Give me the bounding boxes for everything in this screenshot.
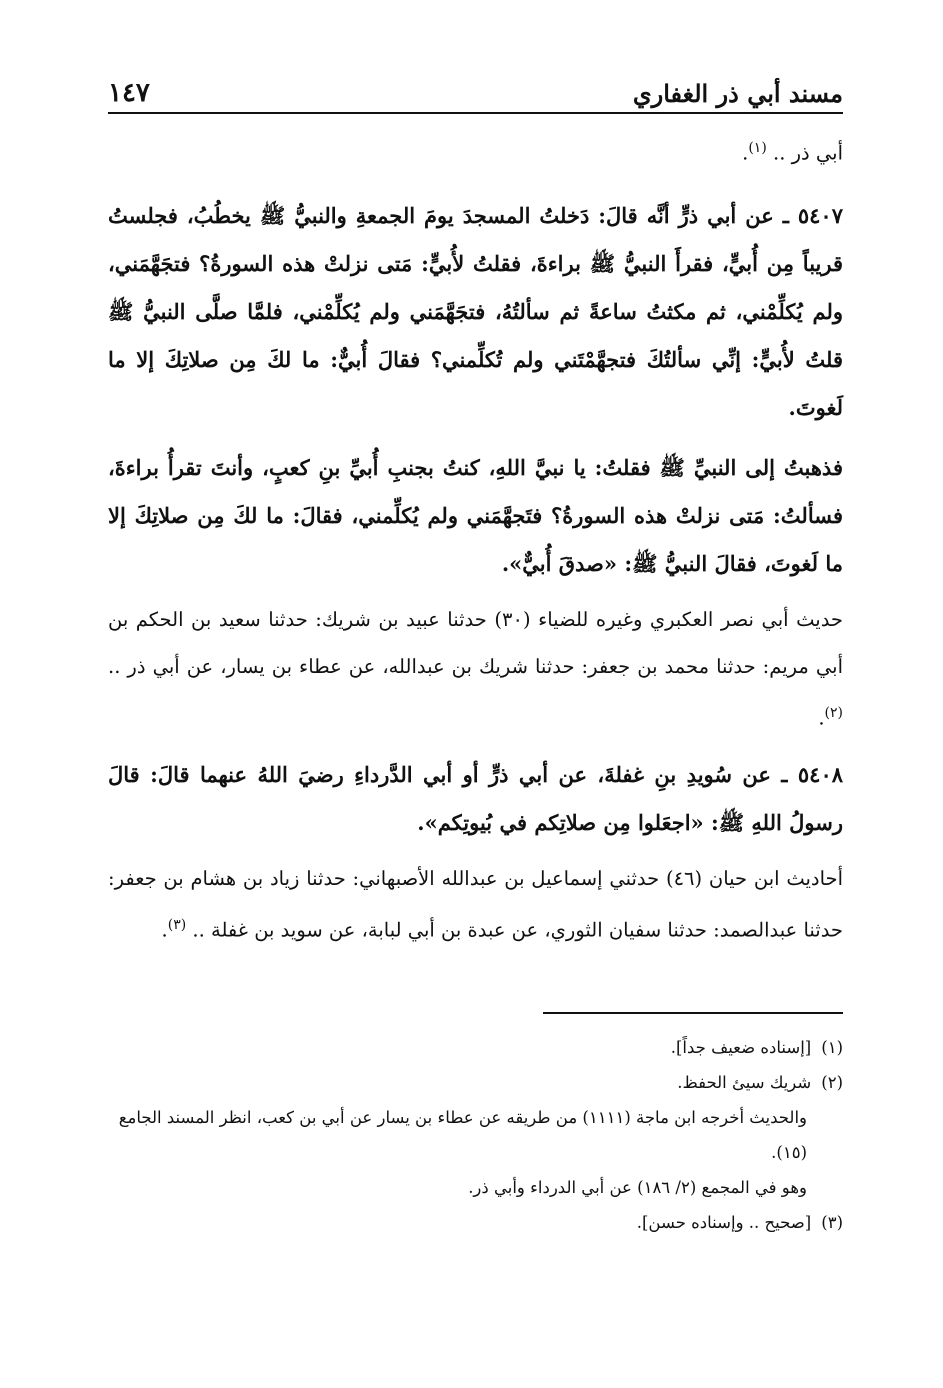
page-number: ١٤٧ <box>108 78 150 108</box>
hadith-number: ٥٤٠٨ <box>797 762 844 787</box>
footnote-ref: (١) <box>748 140 767 156</box>
footnote-3 <box>108 1205 843 1240</box>
hadith-5408-narration: أحاديث ابن حيان (٤٦) حدثني إسماعيل بن عبدالله الأصبهاني: حدثنا زياد بن هشام بن جعفر: حدثنا عبدالصمد: حدثنا سفيان الثوري، عن عبدة بن أبي لبابة، عن سويد بن غفلة .. $^{(٣)}$. <box>108 867 843 942</box>
hadith-5407-continuation: فذهبتُ إلى النبيِّ ﷺ فقلتُ: يا نبيَّ اللهِ، كنتُ بجنبِ أُبيِّ بنِ كعبٍ، وأنتَ تقرأُ براءةَ، فسألتُ: مَتى نزلتْ هذه السورةُ؟ فتَجهَّمَني ولم يُكلِّمني، فقالَ: ما لكَ مِن صلاتِكَ إلا ما لَغوتَ، فقالَ النبيُّ ﷺ: «صدقَ أُبيٌّ». <box>108 454 843 576</box>
footnote-number: (٣) <box>821 1213 843 1232</box>
hadith-5407 <box>108 192 843 432</box>
hadith-5407-narration: حديث أبي نصر العكبري وغيره للضياء (٣٠) حدثنا عبيد بن شريك: حدثنا سعيد بن الحكم بن أبي مريم: حدثنا محمد بن جعفر: حدثنا شريك بن عبدالله، عن عطاء بن يسار، عن أبي ذر .. $^{(٢)}$. <box>108 607 843 729</box>
footnote-text: شريك سيئ الحفظ. <box>677 1073 812 1092</box>
running-title: مسند أبي ذر الغفاري <box>632 79 843 108</box>
footnote-number: (٢) <box>821 1073 843 1092</box>
hadith-text: ـ عن سُويدِ بنِ غفلةَ، عن أبي ذرٍّ أو أبي الدَّرداءِ رضيَ اللهُ عنهما قالَ: قالَ رسولُ اللهِ ﷺ: «اجعَلوا مِن صلاتِكم في بُيوتِكم». <box>108 762 843 835</box>
footnote-separator <box>543 1012 843 1014</box>
footnote-2 <box>108 1065 843 1100</box>
hadith-text: ـ عن أبي ذرٍّ أنَّه قالَ: دَخلتُ المسجدَ يومَ الجمعةِ والنبيُّ ﷺ يخطُبُ، فجلستُ قريباً مِن أُبيٍّ، فقرأَ النبيُّ ﷺ براءةَ، فقلتُ لأُبيٍّ: مَتى نزلتْ هذه السورةُ؟ فتجَهَّمَني، ولم يُكلِّمْني، ثم مكثتُ ساعةً ثم سألتُهُ، فتجَهَّمَني ولم يُكلِّمْني، فلمَّا صلَّى النبيُّ ﷺ قلتُ لأُبيٍّ: إنِّي سألتُكَ فتجهَّمْتَني ولم تُكلِّمني؟ فقالَ أُبيٌّ: ما لكَ مِن صلاتِكَ إلا ما لَغوتَ. <box>108 202 843 420</box>
hadith-5408 <box>108 751 843 847</box>
footnote-text: [إسناده ضعيف جداً]. <box>670 1038 812 1057</box>
footnote-number: (١) <box>821 1038 843 1057</box>
footnote-ref: (٣) <box>167 917 187 933</box>
footnote-1 <box>108 1030 843 1065</box>
main-text <box>108 124 843 964</box>
opening-line: أبي ذر .. $^{(١)}$. <box>742 140 843 165</box>
footnotes <box>108 1030 843 1240</box>
hadith-number: ٥٤٠٧ <box>797 202 843 228</box>
footnote-2-continuation: وهو في المجمع (٢/ ١٨٦) عن أبي الدرداء وأبي ذر. <box>468 1178 807 1197</box>
page-header <box>108 64 843 114</box>
footnote-ref: (٢) <box>824 704 843 721</box>
footnote-text: [صحيح .. وإسناده حسن]. <box>636 1213 812 1232</box>
footnote-2-continuation: والحديث أخرجه ابن ماجة (١١١١) من طريقه عن عطاء بن يسار عن أبي بن كعب، انظر المسند الجامع (١٥). <box>118 1108 807 1162</box>
